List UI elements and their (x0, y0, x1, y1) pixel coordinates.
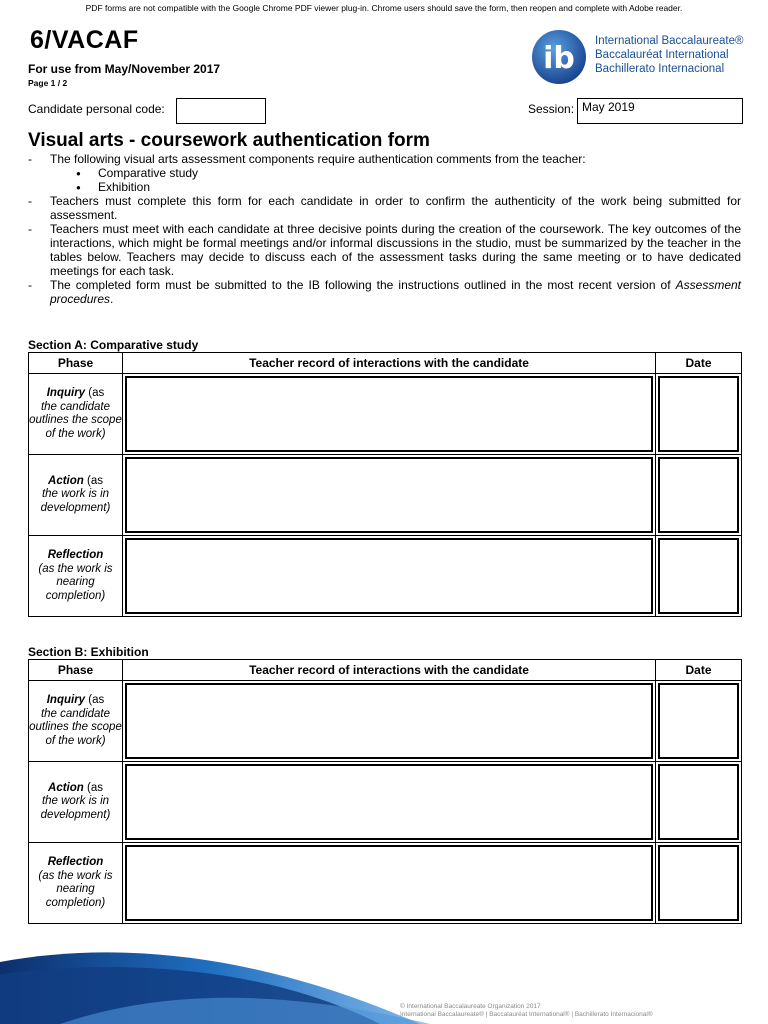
component-item: ● Exhibition (76, 180, 741, 194)
inquiry-date-field[interactable] (658, 376, 739, 452)
inquiry-record-field[interactable] (125, 376, 653, 452)
instructions (28, 152, 741, 306)
phase-header: Phase (29, 660, 123, 681)
table-row (29, 374, 742, 455)
logo-line-2: Baccalauréat International (595, 49, 729, 61)
use-from: For use from May/November 2017 (28, 62, 221, 76)
footer-line-2: International Baccalaureate® | Baccalauréat International® | Bachillerato Internacional® (400, 1011, 653, 1018)
table-row (29, 681, 742, 762)
page-number: Page 1 / 2 (28, 78, 68, 88)
ib-logo-text (595, 34, 743, 76)
action-date-field[interactable] (658, 457, 739, 533)
section-a-table (28, 352, 742, 617)
section-b-table (28, 659, 742, 924)
candidate-code-label: Candidate personal code: (28, 102, 165, 116)
record-header: Teacher record of interactions with the candidate (123, 660, 656, 681)
action-record-field[interactable] (125, 764, 653, 840)
reflection-record-field[interactable] (125, 538, 653, 614)
phase-action: Action (as the work is in development) (29, 455, 123, 536)
action-record-field[interactable] (125, 457, 653, 533)
phase-action: Action (as the work is in development) (29, 762, 123, 843)
table-row (29, 455, 742, 536)
record-header: Teacher record of interactions with the candidate (123, 353, 656, 374)
instruction-point-4: - The completed form must be submitted to the IB following the instructions outlined in the most recent version of Assessment procedures. (28, 278, 741, 306)
phase-inquiry: Inquiry (as the candidate outlines the scope of the work) (29, 374, 123, 455)
footer-copyright (400, 1003, 653, 1019)
assessment-procedures-ref: Assessment procedures (50, 278, 741, 306)
chrome-notice: PDF forms are not compatible with the Google Chrome PDF viewer plug-in. Chrome users should save the form, then reopen and complete with Adobe reader. (85, 3, 683, 13)
phase-inquiry: Inquiry (as the candidate outlines the scope of the work) (29, 681, 123, 762)
date-header: Date (656, 353, 742, 374)
instruction-intro: - The following visual arts assessment components require authentication comments from the teacher: (28, 152, 586, 166)
inquiry-record-field[interactable] (125, 683, 653, 759)
ib-logo-icon (530, 28, 588, 86)
logo-line-1: International Baccalaureate® (595, 35, 744, 47)
table-row (29, 536, 742, 617)
reflection-date-field[interactable] (658, 538, 739, 614)
component-list (28, 166, 741, 194)
phase-header: Phase (29, 353, 123, 374)
footer-line-1: © International Baccalaureate Organization 2017 (400, 1003, 541, 1010)
section-b-heading: Section B: Exhibition (28, 645, 149, 659)
table-row (29, 843, 742, 924)
component-item: ● Comparative study (76, 166, 741, 180)
candidate-code-field[interactable] (176, 98, 266, 124)
logo-letters: ib (543, 41, 575, 76)
session-label: Session: (528, 102, 575, 116)
form-title: Visual arts - coursework authentication form (28, 130, 430, 151)
reflection-record-field[interactable] (125, 845, 653, 921)
phase-reflection: Reflection (as the work is nearing completion) (29, 536, 123, 617)
action-date-field[interactable] (658, 764, 739, 840)
logo-line-3: Bachillerato Internacional (595, 63, 725, 75)
date-header: Date (656, 660, 742, 681)
inquiry-date-field[interactable] (658, 683, 739, 759)
table-row (29, 762, 742, 843)
reflection-date-field[interactable] (658, 845, 739, 921)
form-code: 6/VACAF (30, 26, 139, 54)
phase-reflection: Reflection (as the work is nearing completion) (29, 843, 123, 924)
instruction-point-3: - Teachers must meet with each candidate at three decisive points during the creation of the coursework. The key outcomes of the interactions, which might be formal meetings and/or informal discussions in the studio, must be summarized by the teacher in the tables below. Teachers may decide to discuss each of the assessment tasks during the same meeting or to have dedicated meetings for each task. (28, 222, 741, 278)
instruction-point-2: - Teachers must complete this form for each candidate in order to confirm the authenticity of the work being submitted for assessment. (28, 194, 741, 222)
section-a-heading: Section A: Comparative study (28, 338, 199, 352)
session-field[interactable]: May 2019 (577, 98, 743, 124)
